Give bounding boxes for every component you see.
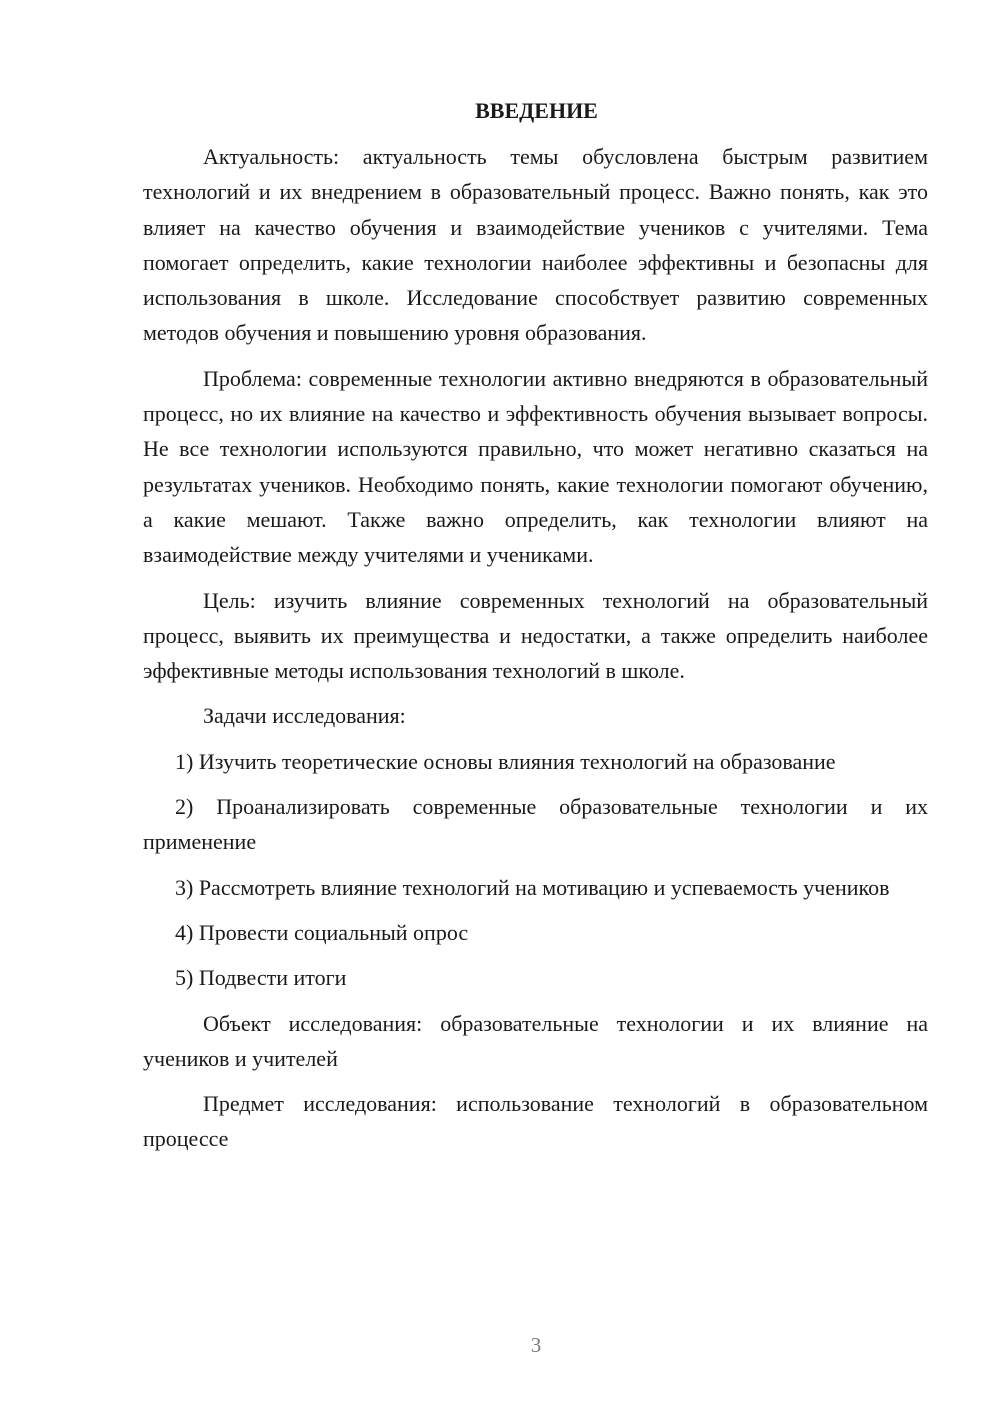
task-item-5: 5) Подвести итоги	[175, 965, 347, 991]
subject-paragraph: Предмет исследования: использование технологий в образовательном процессе	[143, 1091, 928, 1152]
object-paragraph: Объект исследования: образовательные технологии и их влияние на учеников и учителей	[143, 1010, 928, 1071]
task-item-1: 1) Изучить теоретические основы влияния технологий на образование	[175, 748, 836, 774]
page-content	[143, 93, 928, 1167]
problem-paragraph: Проблема: современные технологии активно внедряются в образовательный процесс, но их влияние на качество и эффективность обучения вызывает вопросы. Не все технологии используются правильно, что может негативно сказаться на результатах учеников. Необходимо понять, какие технологии помогают обучению, а какие мешают. Также важно определить, как технологии влияют на взаимодействие между учителями и учениками.	[143, 365, 928, 568]
relevance-paragraph: Актуальность: актуальность темы обусловлена быстрым развитием технологий и их внедрением в образовательный процесс. Важно понять, как это влияет на качество обучения и взаимодействие учеников с учителями. Тема помогает определить, какие технологии наиболее эффективны и безопасны для использования в школе. Исследование способствует развитию современных методов обучения и повышению уровня образования.	[143, 144, 928, 346]
tasks-heading: Задачи исследования:	[203, 703, 406, 729]
page-number: 3	[530, 1333, 542, 1357]
goal-paragraph: Цель: изучить влияние современных технологий на образовательный процесс, выявить их преимущества и недостатки, а также определить наиболее эффективные методы использования технологий в школе.	[143, 587, 928, 684]
task-item-3: 3) Рассмотреть влияние технологий на мотивацию и успеваемость учеников	[175, 874, 890, 900]
task-item-4: 4) Провести социальный опрос	[175, 919, 469, 945]
task-item-2: 2) Проанализировать современные образовательные технологии и их применение	[143, 794, 928, 855]
page-title: ВВЕДЕНИЕ	[475, 98, 598, 123]
